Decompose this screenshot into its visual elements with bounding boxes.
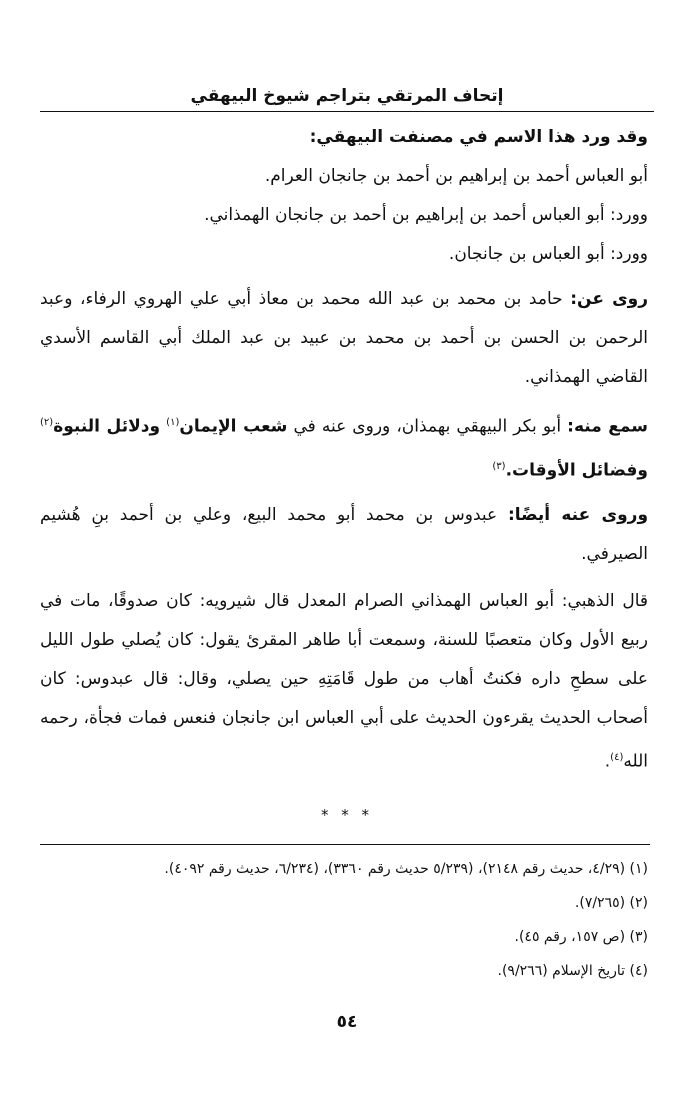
dhahabi-quote-text: قال الذهبي: أبو العباس الهمذاني الصرام المعدل قال شيرويه: كان صدوقًا، مات في ربيع الأول وكان متعصبًا للسنة، وسمعت أبا طاهر المقرئ يقول: كان يُصلي طول الليل على سطحِ داره فكنتُ أهاب من طول قَامَتِهِ حين يصلي، وقال: قال عبدوس: كان أصحاب الحديث يقرءون الحديث على أبي العباس ابن جانجان فنعس فمات فجأة، رحمه الله [40,591,648,772]
section-separator: * * * [320,806,374,824]
header-rule [40,111,654,112]
footnote-text: تاريخ الإسلام (٩/٢٦٦). [497,963,626,979]
book-title-dalail: ودلائل النبوة [53,416,161,437]
footnote-ref-3: (٣) [492,460,506,472]
also-narrated-paragraph [40,496,648,574]
dhahabi-quote-paragraph [40,582,648,782]
footnote-number: (٢) [629,895,648,911]
page-number: ٥٤ [336,1012,358,1032]
name-variant-1: أبو العباس أحمد بن إبراهيم بن أحمد بن جانجان العرام. [264,166,648,186]
footnote-4 [40,954,648,988]
narrated-from-text: حامد بن محمد بن عبد الله محمد بن معاذ أبي علي الهروي الرفاء، وعبد الرحمن بن الحسن بن أحمد بن محمد بن عبيد بن عبد الملك أبي القاسم الأسدي القاضي الهمذاني. [40,289,648,387]
footnote-1 [40,852,648,886]
footnote-rule [40,844,650,845]
footnotes [40,852,648,988]
footnote-number: (٤) [629,963,648,979]
footnote-number: (٣) [629,929,648,945]
narrated-from-label: روى عن: [570,289,648,309]
main-text [40,118,648,782]
footnote-ref-1: (١) [166,417,180,428]
footnote-number: (١) [629,861,648,877]
heard-from-him-text: أبو بكر البيهقي بهمذان، وروى عنه في [293,416,562,437]
dhahabi-quote-end: . [604,751,611,772]
also-narrated-label: وروى عنه أيضًا: [507,505,649,526]
name-variant-2: وورد: أبو العباس أحمد بن إبراهيم بن أحمد بن جانجان الهمذاني. [204,205,648,225]
also-narrated-text: عبدوس بن محمد أبو محمد البيع، وعلي بن أحمد بنِ هُشيم الصيرفي. [40,505,648,565]
footnote-3 [40,920,648,954]
name-variant-3: وورد: أبو العباس بن جانجان. [448,244,648,264]
heard-from-him-label: سمع منه: [567,416,649,437]
heard-from-him-paragraph [40,403,648,490]
footnote-ref-4: (٤) [610,752,624,764]
footnote-text: (ص ١٥٧، رقم ٤٥). [514,929,626,945]
book-title-shuab: شعب الإيمان [179,416,288,437]
footnote-2 [40,886,648,920]
running-header-title: إتحاف المرتقي بتراجم شيوخ البيهقي [190,86,504,106]
narrated-from-paragraph [40,280,648,397]
book-title-fadail: وفضائل الأوقات. [505,460,648,481]
intro-heading: وقد ورد هذا الاسم في مصنفت البيهقي: [309,127,648,147]
footnote-ref-2: (٢) [40,417,54,428]
footnote-text: (٤/٢٩، حديث رقم ٢١٤٨)، (٥/٢٣٩ حديث رقم ٣٣٦٠)، (٦/٢٣٤، حديث رقم ٤٠٩٢). [164,861,626,877]
footnote-text: (٧/٢٦٥). [574,895,626,911]
